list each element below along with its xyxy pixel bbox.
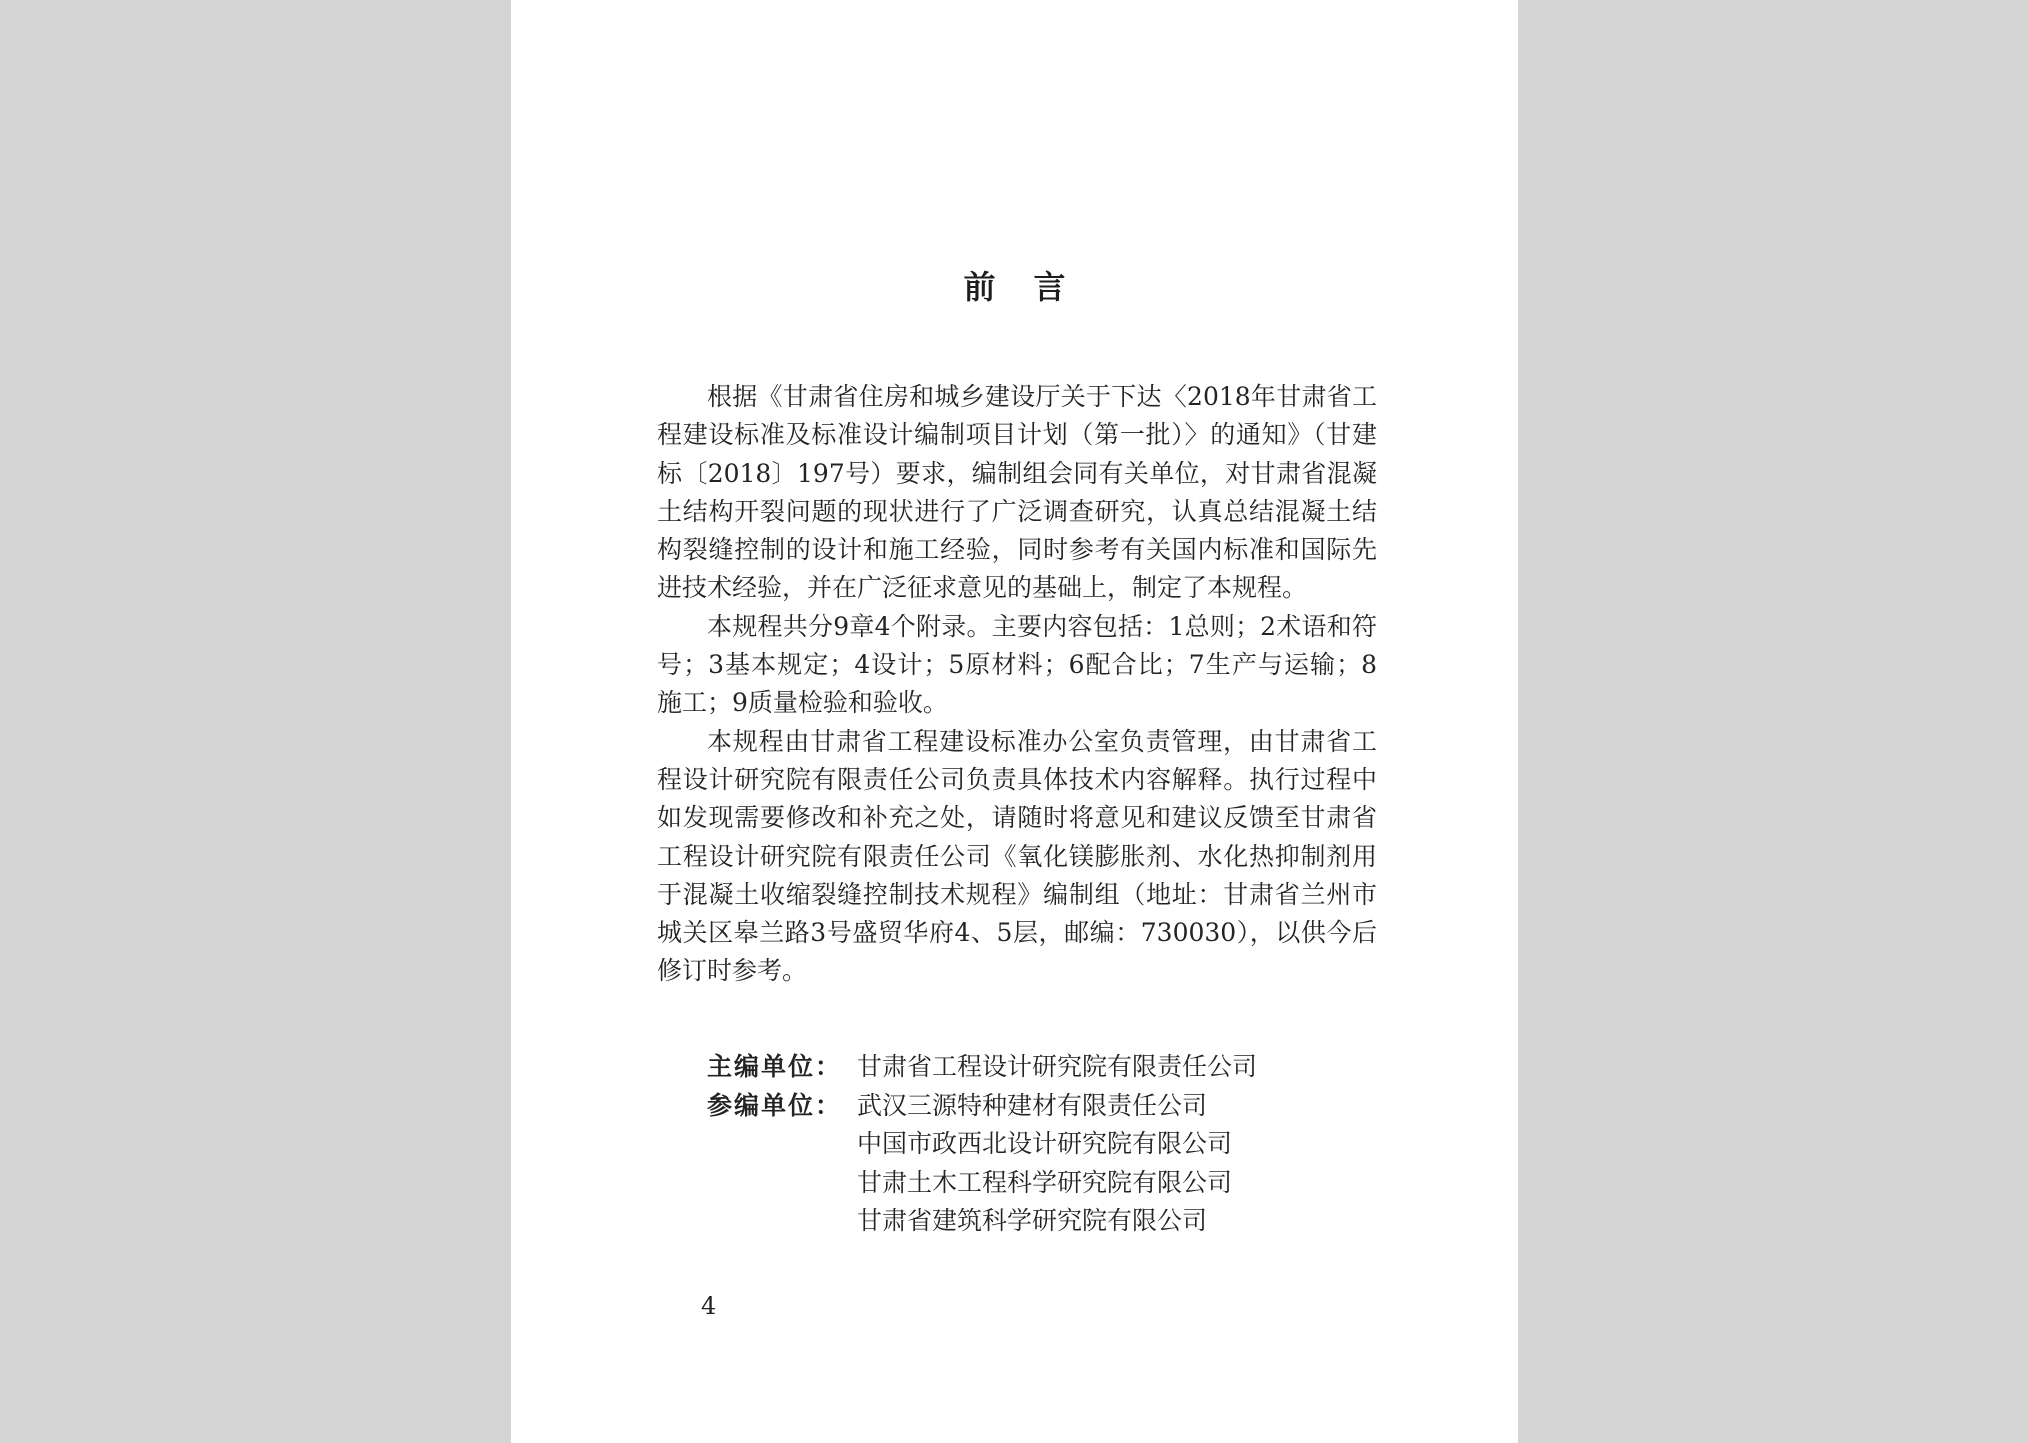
- preface-body: [657, 378, 1377, 991]
- document-page: [511, 0, 1518, 1443]
- participating-unit: 武汉三源特种建材有限责任公司: [857, 1090, 1208, 1120]
- participating-units-list: [857, 1087, 1232, 1241]
- participating-unit: 中国市政西北设计研究院有限公司: [857, 1129, 1233, 1158]
- participating-unit: 甘肃土木工程科学研究院有限公司: [857, 1167, 1233, 1197]
- chief-unit-label: 主编单位：: [707, 1052, 843, 1081]
- participating-unit: 甘肃省建筑科学研究院有限公司: [857, 1206, 1208, 1235]
- editing-units: [707, 1048, 1257, 1241]
- chief-unit-row: [707, 1048, 1257, 1087]
- page-title: 前言: [963, 268, 1104, 306]
- chief-unit-list: [857, 1048, 1257, 1087]
- page-number: 4: [701, 1292, 717, 1320]
- preface-paragraph-1: 根据《甘肃省住房和城乡建设厅关于下达〈2018年甘肃省工程建设标准及标准设计编制项目计划（第一批）〉的通知》（甘建标〔2018〕197号）要求，编制组会同有关单位，对甘肃省混凝土结构开裂问题的现状进行了广泛调查研究，认真总结混凝土结构裂缝控制的设计和施工经验，同时参考有关国内标准和国际先进技术经验，并在广泛征求意见的基础上，制定了本规程。: [657, 382, 1377, 603]
- participating-units-label: 参编单位：: [707, 1090, 843, 1120]
- preface-paragraph-2: 本规程共分9章4个附录。主要内容包括：1总则；2术语和符号；3基本规定；4设计；5原材料；6配合比；7生产与运输；8施工；9质量检验和验收。: [657, 611, 1377, 718]
- participating-units-row: [707, 1087, 1257, 1241]
- preface-paragraph-3: 本规程由甘肃省工程建设标准办公室负责管理，由甘肃省工程设计研究院有限责任公司负责具体技术内容解释。执行过程中如发现需要修改和补充之处，请随时将意见和建议反馈至甘肃省工程设计研究院有限责任公司《氧化镁膨胀剂、水化热抑制剂用于混凝土收缩裂缝控制技术规程》编制组（地址：甘肃省兰州市城关区皋兰路3号盛贸华府4、5层，邮编：730030），以供今后修订时参考。: [657, 726, 1377, 986]
- chief-unit-name: 甘肃省工程设计研究院有限责任公司: [857, 1052, 1258, 1081]
